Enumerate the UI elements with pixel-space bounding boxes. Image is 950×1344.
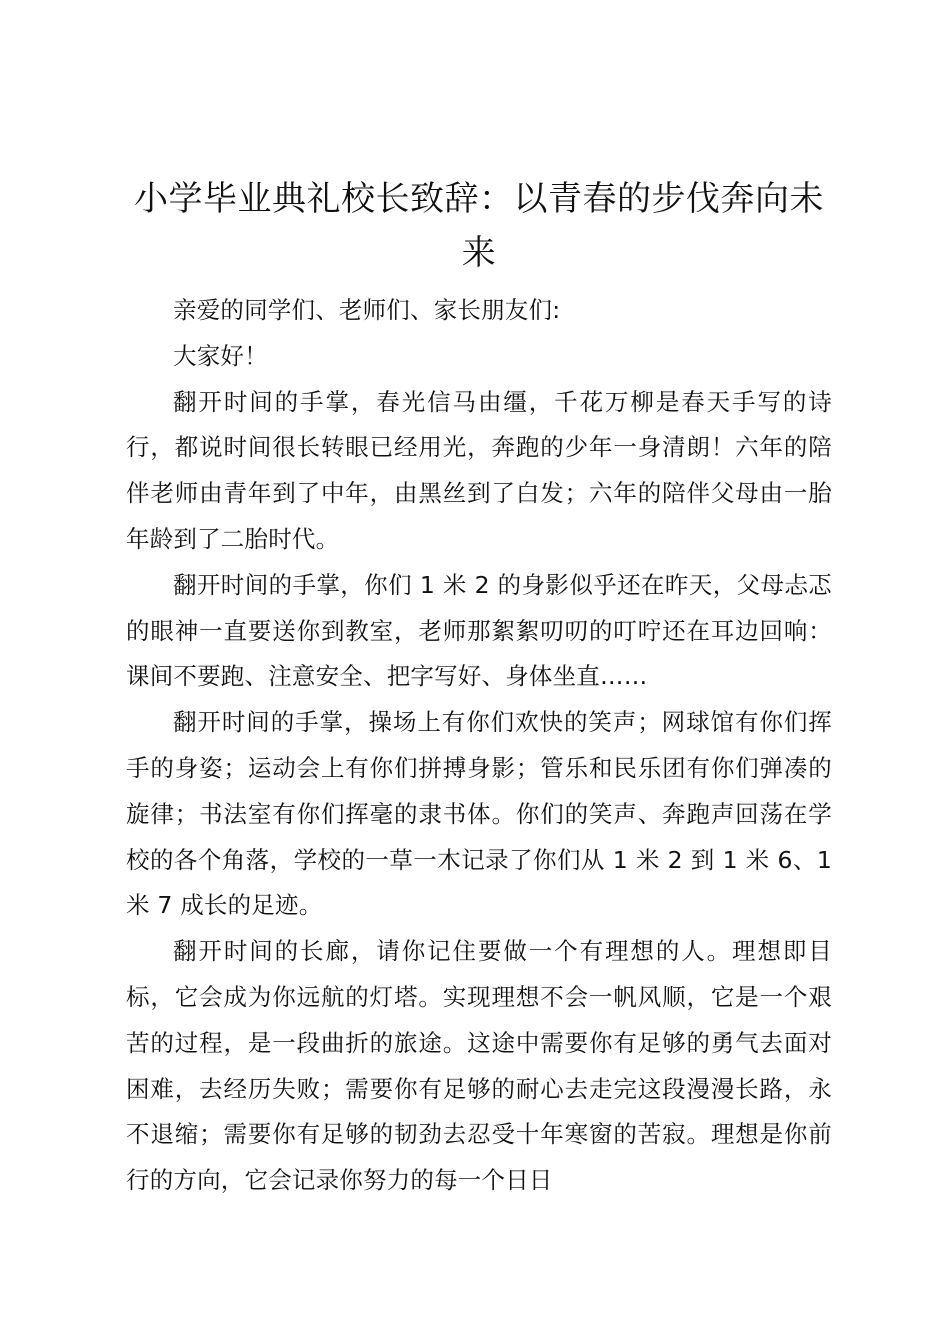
document-title: 小学毕业典礼校长致辞：以青春的步伐奔向未来 [134, 179, 824, 273]
paragraph-body: 翻开时间的长廊，请你记住要做一个有理想的人。理想即目标，它会成为你远航的灯塔。实现理想不会一帆风顺，它是一个艰苦的过程，是一段曲折的旅途。这途中需要你有足够的勇气去面对困难，去经历失败；需要你有足够的耐心去走完这段漫漫长路，永不退缩；需要你有足够的韧劲去忍受十年寒窗的苦寂。理想是你前行的方向，它会记录你努力的每一个日日 [126, 937, 832, 1195]
paragraph-hello: 大家好！ [173, 341, 268, 370]
document-page [126, 172, 832, 1204]
paragraph-body: 翻开时间的手掌，操场上有你们欢快的笑声；网球馆有你们挥手的身姿；运动会上有你们拼搏身影；管乐和民乐团有你们弹凑的旋律；书法室有你们挥毫的隶书体。你们的笑声、奔跑声回荡在学校的各个角落，学校的一草一木记录了你们从 1 米 2 到 1 米 6、1 米 7 成长的足迹。 [126, 708, 832, 920]
paragraph-body: 翻开时间的手掌，春光信马由缰，千花万柳是春天手写的诗行，都说时间很长转眼已经用光，奔跑的少年一身清朗！六年的陪伴老师由青年到了中年，由黑丝到了白发；六年的陪伴父母由一胎年龄到了二胎时代。 [126, 387, 832, 553]
paragraph-body: 翻开时间的手掌，你们 1 米 2 的身影似乎还在昨天，父母忐忑的眼神一直要送你到教室，老师那絮絮叨叨的叮咛还在耳边回响：课间不要跑、注意安全、把字写好、身体坐直…… [126, 570, 832, 691]
paragraph-greeting: 亲爱的同学们、老师们、家长朋友们: [173, 296, 561, 324]
